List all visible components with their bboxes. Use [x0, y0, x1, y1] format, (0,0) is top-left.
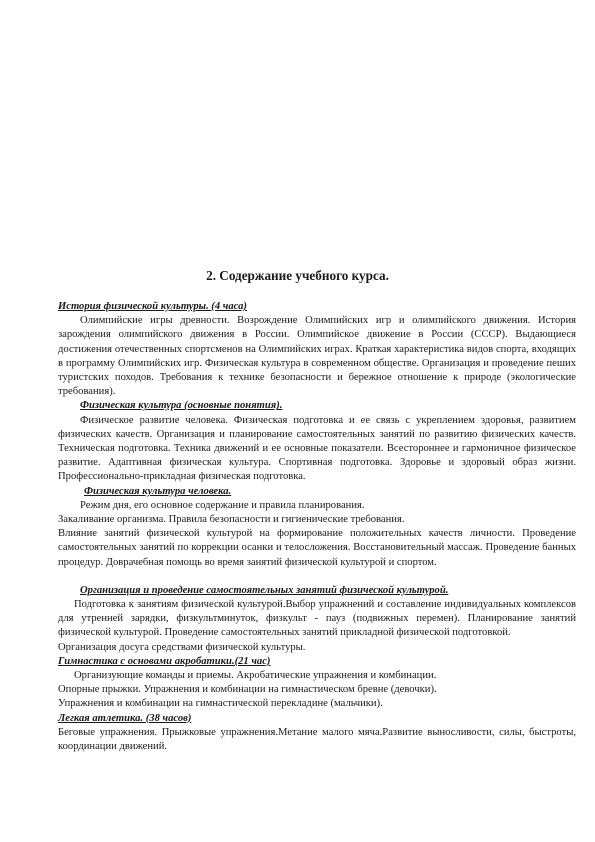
section-heading-gymnastics: Гимнастика с основами акробатики.(21 час)	[58, 655, 271, 667]
section-line-regime: Режим дня, его основное содержание и правила планирования.	[80, 499, 365, 511]
section-heading-athletics: Легкая атлетика. (38 часов)	[58, 712, 192, 724]
section-line-leisure: Организация досуга средствами физической культуры.	[58, 641, 306, 653]
section-heading-human: Физическая культура человека.	[84, 485, 232, 497]
section-text-athletics: Беговые упражнения. Прыжковые упражнения.Метание малого мяча.Развитие выносливости, силы, быстроты, координации движений.	[58, 726, 576, 753]
section-text-history: Олимпийские игры древности. Возрождение Олимпийских игр и олимпийского движения. История зарождения олимпийского движения в России. Олимпийское движение в России (СССР). Выдающиеся достижения отечественных спортсменов на Олимпийских играх. Краткая характеристика видов спорта, входящих в программу Олимпийских игр. Физическая культура в современном обществе. Организация и проведение пеших туристских походов. Требования к технике безопасности и бережное отношение к природе (экологические требования).	[58, 315, 576, 398]
section-text-organization: Подготовка к занятиям физической культурой.Выбор упражнений и составление индивидуальных комплексов для утренней зарядки, физкультминуток, физкульт - пауз (подвижных перемен). Планирование занятий физической культурой. Проведение самостоятельных занятий прикладной физической подготовкой.	[58, 599, 576, 639]
spacer	[58, 570, 576, 584]
section-heading-organization: Организация и проведение самостоятельных занятий физической культурой.	[80, 584, 449, 596]
section-text-basics: Физическое развитие человека. Физическая подготовка и ее связь с укреплением здоровья, развитием физических качеств. Организация и планирование самостоятельных занятий по развитию физических качеств. Техническая подготовка. Техника движений и ее основные показатели. Всестороннее и гармоничное физическое развитие. Адаптивная физическая культура. Спортивная подготовка. Здоровье и здоровый образ жизни. Профессионально-прикладная физическая подготовка.	[58, 414, 576, 483]
section-line-bar: Упражнения и комбинации на гимнастической перекладине (мальчики).	[58, 698, 383, 710]
section-line-commands: Организующие команды и приемы. Акробатические упражнения и комбинации.	[74, 670, 437, 682]
section-heading-basics: Физическая культура (основные понятия).	[80, 400, 283, 412]
course-content	[58, 300, 576, 754]
section-heading-history: История физической культуры. (4 часа)	[58, 301, 247, 312]
section-text-human: Влияние занятий физической культурой на формирование положительных качеств личности. Проведение самостоятельных занятий по коррекции осанки и телосложения. Восстановительный массаж. Проведение банных процедур. Доврачебная помощь во время занятий физической культурой и спортом.	[58, 528, 576, 568]
page-title: 2. Содержание учебного курса.	[206, 268, 389, 283]
section-line-vaults: Опорные прыжки. Упражнения и комбинации на гимнастическом бревне (девочки).	[58, 684, 437, 696]
section-line-hardening: Закаливание организма. Правила безопасности и гигиенические требования.	[58, 514, 405, 526]
